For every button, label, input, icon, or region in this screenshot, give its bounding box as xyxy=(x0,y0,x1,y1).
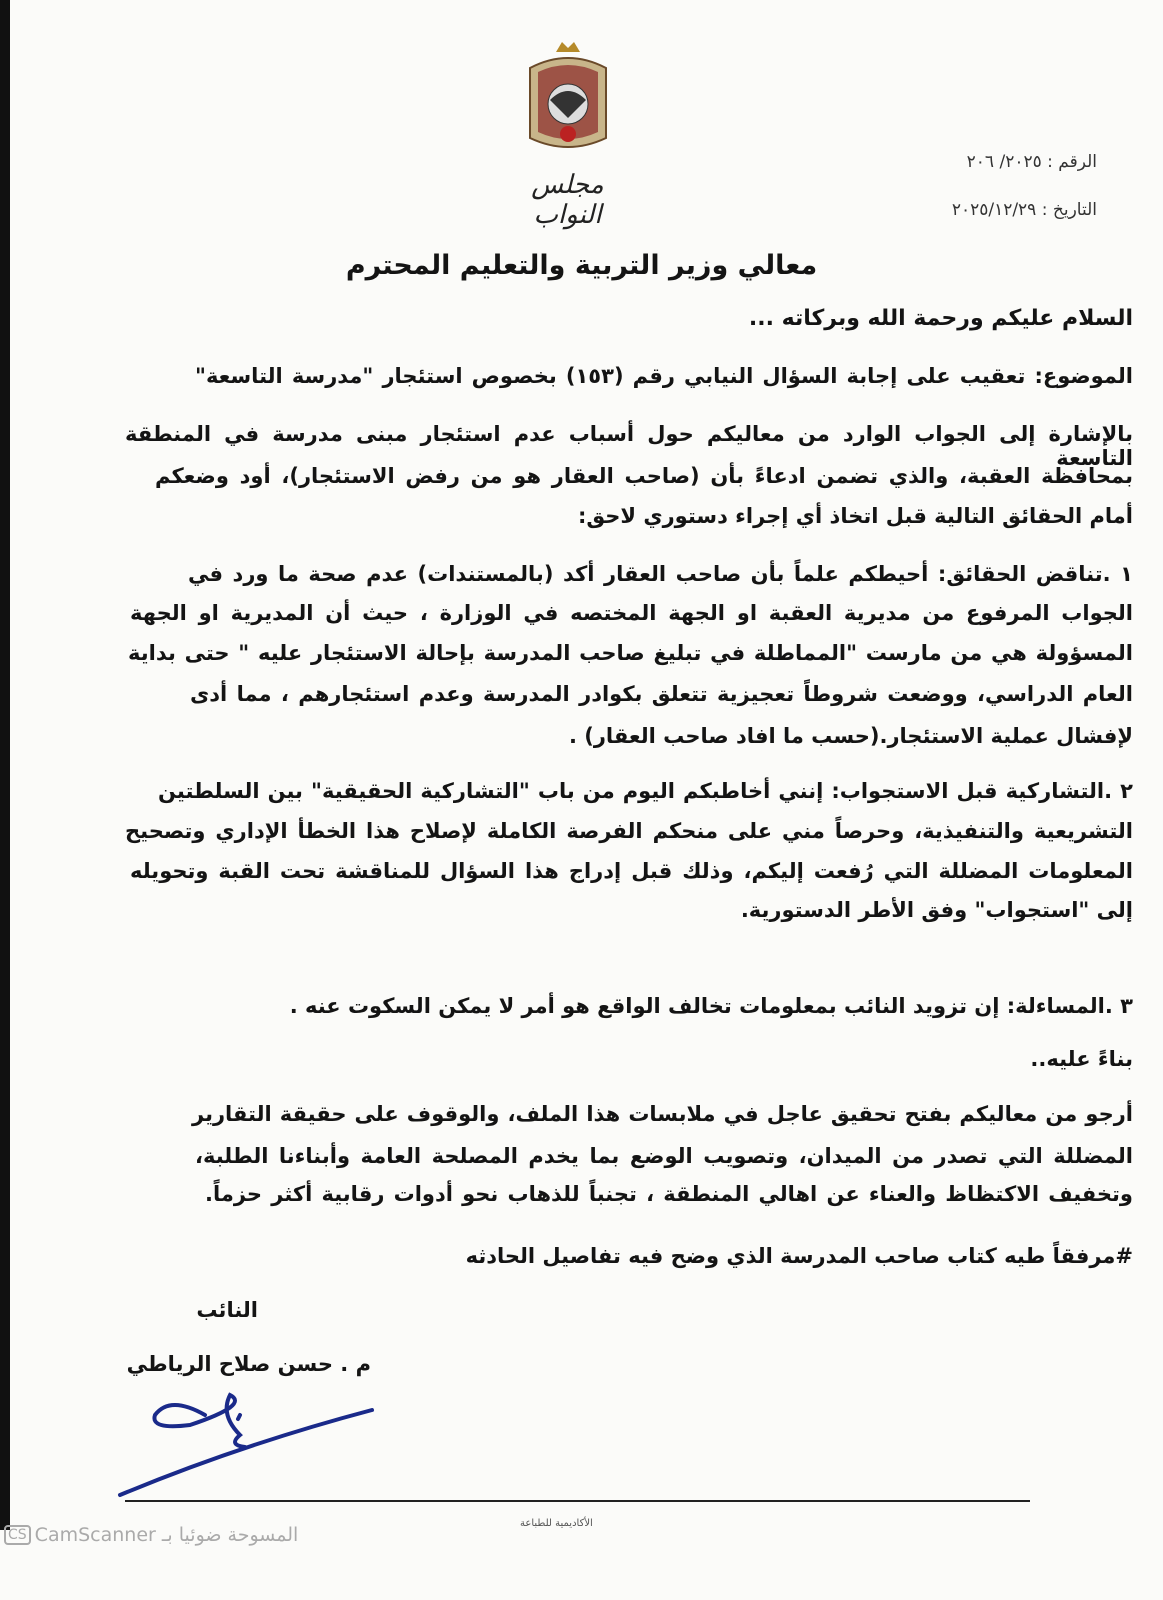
point-2-line: ٢ .التشاركية قبل الاستجواب: إنني أخاطبكم اليوم من باب "التشاركية الحقيقية" بين السلطتين xyxy=(158,779,1133,803)
camscanner-text: المسوحة ضوئيا بـ CamScanner xyxy=(34,1524,299,1546)
point-2-line: إلى "استجواب" وفق الأطر الدستورية. xyxy=(740,898,1133,922)
point-3: ٣ .المساءلة: إن تزويد النائب بمعلومات تخالف الواقع هو أمر لا يمكن السكوت عنه . xyxy=(289,994,1133,1018)
reference-number: الرقم : ٢٠٢٥/ ٢٠٦ xyxy=(966,152,1097,172)
request-line: المضللة التي تصدر من الميدان، وتصويب الوضع بما يخدم المصلحة العامة وأبناءنا الطلبة، xyxy=(195,1144,1133,1168)
letter-date: التاريخ : ٢٠٢٥/١٢/٢٩ xyxy=(951,200,1097,220)
point-1-line: الجواب المرفوع من مديرية العقبة او الجهة المختصه في الوزارة ، حيث أن المديرية او الجهة xyxy=(130,601,1133,625)
attachment-note: #مرفقاً طيه كتاب صاحب المدرسة الذي وضح فيه تفاصيل الحادثه xyxy=(465,1244,1133,1268)
point-1-line: ١ .تناقض الحقائق: أحيطكم علماً بأن صاحب العقار أكد (بالمستندات) عدم صحة ما ورد في xyxy=(188,562,1133,586)
point-1-line: العام الدراسي، ووضعت شروطاً تعجيزية تتعلق بكوادر المدرسة وعدم استئجارهم ، مما أدى xyxy=(190,682,1133,706)
request-line: أرجو من معاليكم بفتح تحقيق عاجل في ملابسات هذا الملف، والوقوف على حقيقة التقارير xyxy=(192,1102,1133,1126)
scan-edge xyxy=(0,0,10,1530)
intro-line: بالإشارة إلى الجواب الوارد من معاليكم حول أسباب عدم استئجار مبنى مدرسة في المنطقة التاسعة xyxy=(125,422,1133,470)
intro-line: بمحافظة العقبة، والذي تضمن ادعاءً بأن (صاحب العقار هو من رفض الاستئجار)، أود وضعكم xyxy=(155,464,1133,488)
signatory-title: النائب xyxy=(196,1298,258,1322)
point-1-line: المسؤولة هي من مارست "المماطلة في تبليغ صاحب المدرسة بإحالة الاستئجار عليه " حتى بداية xyxy=(128,641,1133,665)
institution-logo-text: مجلس النواب xyxy=(531,170,604,230)
point-2-line: المعلومات المضللة التي رُفعت إليكم، وذلك قبل إدراج هذا السؤال للمناقشة تحت القبة وتحويله xyxy=(130,859,1133,883)
accordingly: بناءً عليه.. xyxy=(1030,1047,1133,1071)
signatory-name: م . حسن صلاح الرياطي xyxy=(126,1352,371,1376)
intro-line: أمام الحقائق التالية قبل اتخاذ أي إجراء دستوري لاحق: xyxy=(577,504,1133,528)
addressee: معالي وزير التربية والتعليم المحترم xyxy=(345,250,818,281)
handwritten-signature xyxy=(110,1375,390,1505)
request-line: وتخفيف الاكتظاظ والعناء عن اهالي المنطقة ، تجنباً للذهاب نحو أدوات رقابية أكثر حزماً. xyxy=(205,1182,1133,1206)
point-1-line: لإفشال عملية الاستئجار.(حسب ما افاد صاحب العقار) . xyxy=(568,724,1133,748)
printer-stamp: الأكاديمية للطباعة xyxy=(520,1518,593,1529)
camscanner-watermark xyxy=(4,1524,298,1546)
royal-crest-emblem xyxy=(520,38,616,158)
camscanner-logo: CS xyxy=(4,1525,31,1545)
greeting: السلام عليكم ورحمة الله وبركاته ... xyxy=(748,306,1133,331)
subject: الموضوع: تعقيب على إجابة السؤال النيابي رقم (١٥٣) بخصوص استئجار "مدرسة التاسعة" xyxy=(195,364,1133,388)
point-2-line: التشريعية والتنفيذية، وحرصاً مني على منحكم الفرصة الكاملة لإصلاح هذا الخطأ الإداري وتصحيح xyxy=(125,819,1133,843)
footer-rule xyxy=(125,1500,1030,1502)
